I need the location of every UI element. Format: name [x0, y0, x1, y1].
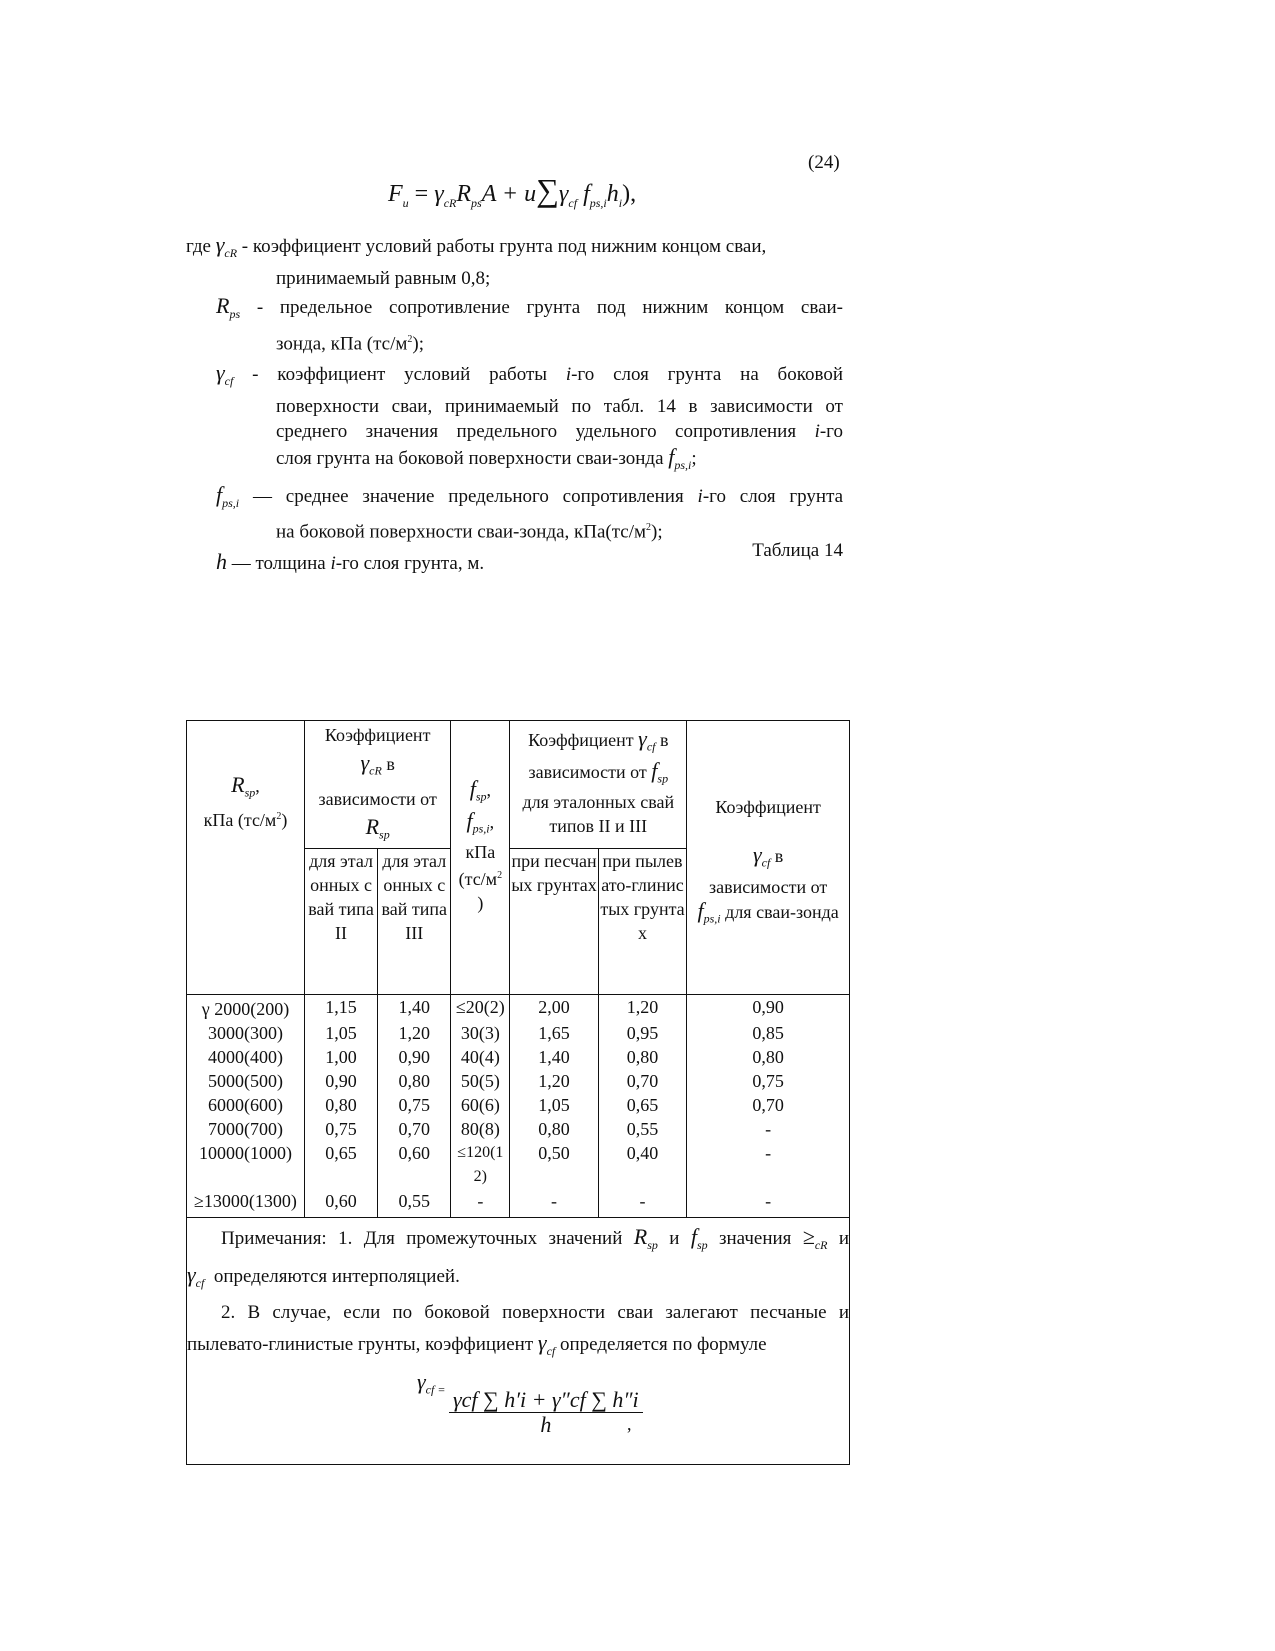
cell-gamma-cr-3: 0,75 — [378, 1093, 451, 1117]
table-row — [187, 1021, 850, 1045]
table-row — [187, 1189, 850, 1218]
cell-clay: 0,95 — [598, 1021, 686, 1045]
table-row — [187, 1045, 850, 1069]
cell-probe: - — [687, 1189, 850, 1218]
header-f: $f_{sp}$, $f_{ps,i}$, кПа ($тс/м^2$ ) — [451, 721, 510, 995]
def-gamma-cf-line4: слоя грунта на боковой поверхности сваи-зонда $f_{ps,i}$; — [276, 443, 697, 472]
header-gamma-cf: Коэффициент $\gamma_{cf}$ в зависимости от $f_{sp}$ для эталонных свай типов II и III — [510, 721, 687, 849]
cell-sand: 1,05 — [510, 1093, 598, 1117]
header-gamma-cf-probe: Коэффициент $\gamma_{cf}$ в зависимости от $f_{ps,i}$ для сваи-зонда — [687, 721, 850, 995]
cell-sand: - — [510, 1189, 598, 1218]
cell-sand: 1,20 — [510, 1069, 598, 1093]
cell-gamma-cr-2: 0,75 — [304, 1117, 377, 1141]
sub-sand: при песчаных грунтах — [510, 849, 598, 995]
cell-gamma-cr-2: 1,05 — [304, 1021, 377, 1045]
formula-denominator: h — [540, 1411, 552, 1437]
sub-type2: для эталонных свай типа II — [304, 849, 377, 995]
cell-gamma-cr-3: 0,55 — [378, 1189, 451, 1218]
note-2: 2. В случае, если по боковой поверхности сваи залегают песчаные и — [221, 1301, 849, 1323]
note-formula — [187, 1366, 849, 1456]
table-row — [187, 1141, 850, 1189]
cell-rsp: γ 2000(200) — [187, 995, 305, 1022]
cell-clay: 0,40 — [598, 1141, 686, 1189]
header-gamma-cr: Коэффициент $\gamma_{cR}$ в зависимости от $R_{sp}$ — [304, 721, 450, 849]
formula-fraction — [449, 1388, 643, 1437]
cell-rsp: ≥13000(1300) — [187, 1189, 305, 1218]
cell-gamma-cr-2: 0,90 — [304, 1069, 377, 1093]
table-row — [187, 995, 850, 1022]
cell-f: - — [451, 1189, 510, 1218]
table-row — [187, 1093, 850, 1117]
cell-sand: 1,40 — [510, 1045, 598, 1069]
table-label: Таблица 14 — [752, 540, 843, 561]
cell-clay: 0,55 — [598, 1117, 686, 1141]
cell-rsp: 5000(500) — [187, 1069, 305, 1093]
sub-clay: при пылевато-глинистых грунтах — [598, 849, 686, 995]
main-formula: $F_u = \gamma_{cR}R_{ps}A + u\sum\gamma_{cf}$ $f_{ps,i}h_i$), — [388, 172, 637, 210]
def-fpsi: $f_{ps,i}$ — среднее значение предельного сопротивления i-го слоя грунта — [216, 481, 844, 510]
cell-gamma-cr-2: 0,65 — [304, 1141, 377, 1189]
cell-f: 80(8) — [451, 1117, 510, 1141]
cell-rsp: 7000(700) — [187, 1117, 305, 1141]
def-gamma-cf-line3: среднего значения предельного удельного сопротивления i-го — [276, 420, 843, 442]
def-rps: $R_{ps}$ - предельное сопротивление грунта под нижним концом сваи- — [216, 292, 843, 321]
cell-probe: 0,80 — [687, 1045, 850, 1069]
cell-probe: - — [687, 1141, 850, 1189]
cell-gamma-cr-3: 0,60 — [378, 1141, 451, 1189]
cell-sand: 2,00 — [510, 995, 598, 1022]
cell-clay: 0,80 — [598, 1045, 686, 1069]
cell-f: ≤120(12) — [451, 1141, 510, 1189]
cell-probe: 0,85 — [687, 1021, 850, 1045]
cell-rsp: 3000(300) — [187, 1021, 305, 1045]
def-rps-cont: зонда, кПа $(тс/м^2)$; — [276, 332, 425, 354]
note-1: Примечания: 1. Для промежуточных значений $R_{sp}$ и $f_{sp}$ значения $\ge_{cR}$ и — [221, 1224, 850, 1252]
equation-number: (24) — [808, 152, 840, 173]
def-gamma-cr-cont: принимаемый равным 0,8; — [276, 267, 491, 289]
note-1-cont: $\gamma_{cf}$ определяются интерполяцией. — [187, 1261, 460, 1290]
cell-clay: - — [598, 1189, 686, 1218]
cell-probe: - — [687, 1117, 850, 1141]
cell-probe: 0,75 — [687, 1069, 850, 1093]
cell-rsp: 4000(400) — [187, 1045, 305, 1069]
def-fpsi-cont: на боковой поверхности сваи-зонда, $кПа(тс/м^2)$; — [276, 521, 663, 543]
note-2-cont: пылевато-глинистые грунты, коэффициент $\gamma_{cf}$ определяется по формуле — [187, 1329, 767, 1358]
cell-f: 30(3) — [451, 1021, 510, 1045]
cell-sand: 1,65 — [510, 1021, 598, 1045]
definitions — [186, 232, 843, 576]
cell-gamma-cr-3: 1,40 — [378, 995, 451, 1022]
def-h: h — толщина i-го слоя грунта, м. — [216, 548, 485, 574]
table-row — [187, 1117, 850, 1141]
cell-gamma-cr-2: 1,15 — [304, 995, 377, 1022]
cell-gamma-cr-3: 1,20 — [378, 1021, 451, 1045]
cell-gamma-cr-3: 0,70 — [378, 1117, 451, 1141]
header-rsp: $R_{sp}$, кПа $(тс/м^2)$ — [187, 721, 305, 995]
cell-gamma-cr-3: 0,90 — [378, 1045, 451, 1069]
def-gamma-cf: $\gamma_{cf}$ - коэффициент условий работы i-го слоя грунта на боковой — [216, 359, 843, 388]
table-notes — [187, 1218, 850, 1464]
cell-gamma-cr-3: 0,80 — [378, 1069, 451, 1093]
table-notes-row — [187, 1218, 850, 1464]
table-header-row — [187, 721, 850, 849]
cell-clay: 1,20 — [598, 995, 686, 1022]
cell-clay: 0,65 — [598, 1093, 686, 1117]
cell-f: 60(6) — [451, 1093, 510, 1117]
def-gamma-cr: где $\gamma_{cR}$ - коэффициент условий работы грунта под нижним концом сваи, — [186, 232, 767, 260]
formula-numerator: γcf ∑ h′i + γ″cf ∑ h″i — [449, 1388, 643, 1413]
cell-f: ≤20(2) — [451, 995, 510, 1022]
table-14 — [186, 720, 850, 1465]
table-row — [187, 1069, 850, 1093]
cell-sand: 0,50 — [510, 1141, 598, 1189]
cell-rsp: 6000(600) — [187, 1093, 305, 1117]
cell-probe: 0,90 — [687, 995, 850, 1022]
cell-gamma-cr-2: 1,00 — [304, 1045, 377, 1069]
cell-clay: 0,70 — [598, 1069, 686, 1093]
cell-f: 40(4) — [451, 1045, 510, 1069]
formula-lhs: $\gamma_{cf =}$ — [417, 1368, 446, 1397]
cell-rsp: 10000(1000) — [187, 1141, 305, 1189]
def-gamma-cf-line2: поверхности сваи, принимаемый по табл. 14 в зависимости от — [276, 395, 843, 417]
cell-f: 50(5) — [451, 1069, 510, 1093]
cell-sand: 0,80 — [510, 1117, 598, 1141]
cell-gamma-cr-2: 0,60 — [304, 1189, 377, 1218]
formula-comma: , — [627, 1413, 632, 1434]
sub-type3: для эталонных свай типа III — [378, 849, 451, 995]
cell-probe: 0,70 — [687, 1093, 850, 1117]
cell-gamma-cr-2: 0,80 — [304, 1093, 377, 1117]
